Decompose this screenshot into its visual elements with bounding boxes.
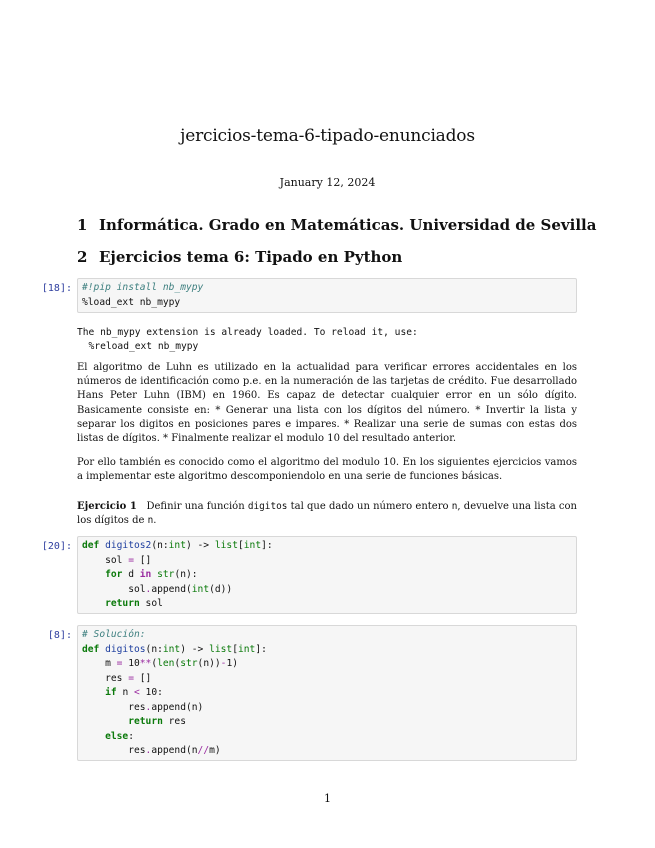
code-cell[interactable]: [77, 536, 577, 614]
output-line: The nb_mypy extension is already loaded. To reload it, use:: [77, 327, 418, 338]
section-heading-1: [77, 216, 597, 234]
code-line: return sol: [105, 598, 163, 609]
code-line: def digitos(n:int) -> list[int]:: [82, 643, 267, 655]
cell-prompt: [20]:: [41, 541, 72, 552]
code-line: return res: [128, 716, 186, 727]
code-line: sol = []: [82, 554, 152, 566]
section-title: Ejercicios tema 6: Tipado en Python: [99, 248, 403, 266]
cell-prompt: [8]:: [47, 630, 72, 641]
code-line: res.append(n//m): [82, 745, 221, 756]
page-number: 1: [324, 792, 331, 805]
section-title: Informática. Grado en Matemáticas. Universidad de Sevilla: [99, 216, 597, 234]
code-cell[interactable]: [77, 278, 577, 313]
inline-code: n: [147, 515, 154, 527]
code-line: for d in str(n):: [105, 569, 198, 580]
output-line: %reload_ext nb_mypy: [77, 341, 199, 352]
section-number: 1: [77, 216, 88, 234]
code-line: def digitos2(n:int) -> list[int]:: [82, 540, 273, 551]
exercise-text: Definir una función: [146, 501, 248, 512]
code-cell[interactable]: [77, 625, 577, 761]
section-heading-2: [77, 248, 577, 266]
paragraph-luhn: El algoritmo de Luhn es utilizado en la actualidad para verificar errores accidentales en los números de identificación como p.e. en la numeración de las tarjetas de crédito. Fue desarrollado Hans Peter Luhn (IBM) en 1960. Es capaz de detectar cualquier error en un sólo dígito. Basicamente consiste en: * Generar una lista con los dígitos del número. * Invertir la lista y separar los digitos en posiciones pares e impares. * Realizar una serie de sumas con estas dos listas de dígitos. * Finalmente realizar el modulo 10 del resultado anterior.: [77, 362, 577, 445]
exercise-text: .: [153, 515, 157, 527]
document-title: jercicios-tema-6-tipado-enunciados: [180, 126, 475, 146]
inline-code: n: [451, 501, 458, 512]
paragraph-modulo: Por ello también es conocido como el algoritmo del modulo 10. En los siguientes ejercicios vamos a implementar este algoritmo descomponiendolo en una serie de funciones básicas.: [77, 457, 577, 483]
section-number: 2: [77, 248, 88, 266]
code-line: else:: [105, 730, 134, 742]
cell-prompt: [18]:: [41, 283, 72, 294]
code-line: m = 10**(len(str(n))-1): [82, 658, 238, 669]
code-line: #!pip install nb_mypy: [82, 282, 204, 293]
code-line: sol.append(int(d)): [82, 583, 233, 595]
code-line: # Solución:: [82, 629, 146, 640]
inline-code: digitos: [247, 501, 288, 512]
code-line: res = []: [82, 672, 152, 684]
cell-output: [77, 326, 577, 354]
code-line: if n < 10:: [105, 687, 163, 698]
exercise-text: tal que dado un número entero: [287, 501, 452, 512]
document-date: January 12, 2024: [279, 176, 376, 189]
code-line: res.append(n): [82, 701, 204, 713]
exercise-text: , devuelve una lista con los dígitos de: [77, 501, 577, 527]
code-line: %load_ext nb_mypy: [82, 296, 181, 308]
exercise-label: Ejercicio 1: [77, 501, 137, 512]
exercise-1-statement: [77, 500, 577, 528]
